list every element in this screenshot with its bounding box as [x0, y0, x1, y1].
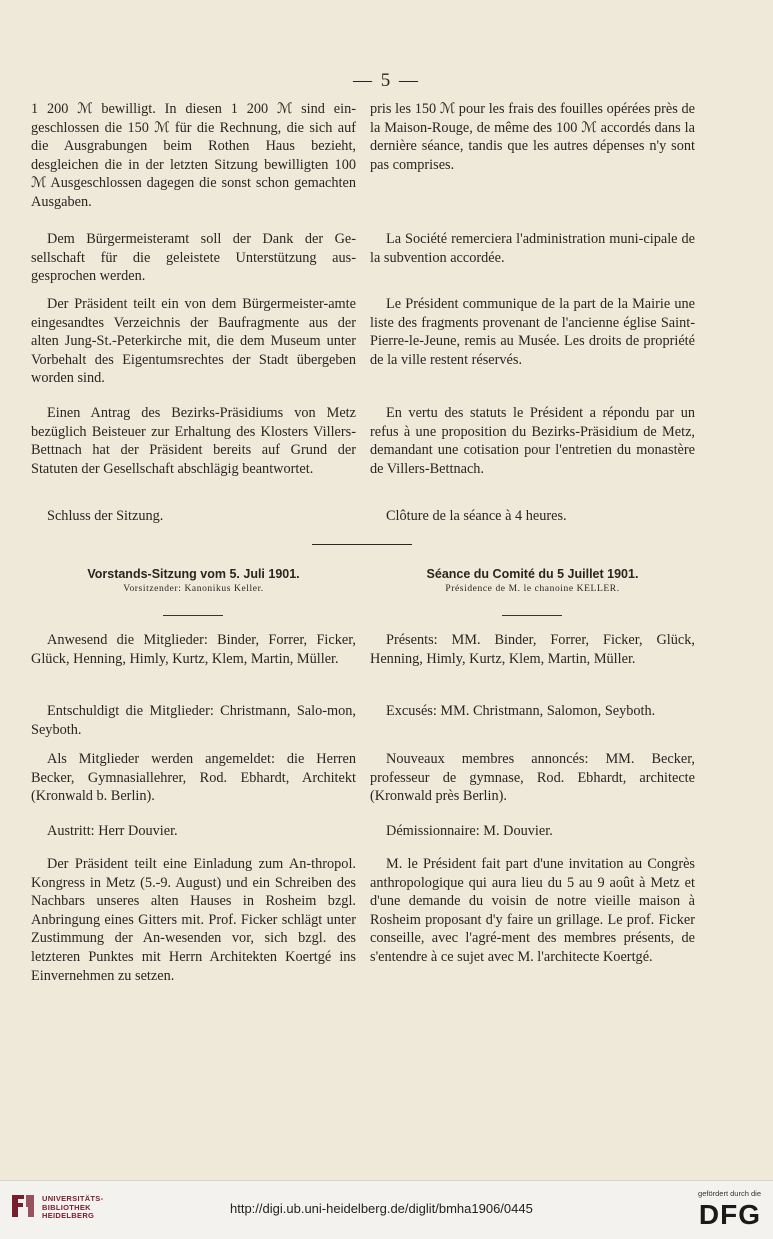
de-paragraph-6: Anwesend die Mitglieder: Binder, Forrer, Ficker, Glück, Henning, Himly, Kurtz, Klem, Martin, Müller.: [31, 632, 356, 667]
library-name: UNIVERSITÄTS- BIBLIOTHEK HEIDELBERG: [42, 1194, 104, 1220]
fr-divider: [502, 615, 562, 616]
funded-by-text: gefördert durch die: [698, 1189, 761, 1198]
fr-paragraph-1: pris les 150 ℳ pour les frais des fouilles opérées près de la Maison-Rouge, de même des 100 ℳ accordés dans la dernière séance, tandis que les autres dépenses n'y sont pas comprises.: [370, 101, 695, 173]
university-library-logo-icon: [10, 1191, 36, 1221]
fr-paragraph-7: Excusés: MM. Christmann, Salomon, Seyboth.: [386, 703, 656, 719]
fr-paragraph-8: Nouveaux membres annoncés: MM. Becker, professeur de gymnase, Rod. Ebhardt, architecte (Kronwald près Berlin).: [370, 751, 695, 805]
fr-paragraph-10: M. le Président fait part d'une invitation au Congrès anthropologique qui aura lieu du 5 au 9 août à Metz et d'une demande du voisin de notre vieille maison à Rosheim proposant d'y faire un grillage. Le prof. Ficker conseille, avec l'agré-ment des membres présents, de s'entendre à ce sujet avec M. l'architecte Koertgé.: [370, 856, 695, 965]
de-section-heading: Vorstands-Sitzung vom 5. Juli 1901.: [87, 567, 300, 581]
fr-section-heading: Séance du Comité du 5 Juillet 1901.: [426, 567, 639, 581]
de-paragraph-3: Der Präsident teilt ein von dem Bürgermeister-amte eingesandtes Verzeichnis der Baufragmente aus der alten Jung-St.-Peterkirche mit, die dem Museum unter Vorbehalt des Eigentumsrechtes der Stadt übergeben worden sind.: [31, 296, 356, 387]
de-paragraph-1: 1 200 ℳ bewilligt. In diesen 1 200 ℳ sind ein-geschlossen die 150 ℳ für die Rechnung, die sich auf die Ausgrabungen beim Rothen Haus bezieht, desgleichen die in der letzten Sitzung bewilligten 100 ℳ Ausgeschlossen dagegen die sonst schon gemachten Ausgaben.: [31, 101, 356, 210]
de-paragraph-5: Schluss der Sitzung.: [47, 508, 164, 524]
fr-paragraph-5: Clôture de la séance à 4 heures.: [386, 508, 567, 524]
fr-chair-line: Présidence de M. le chanoine KELLER.: [445, 584, 620, 594]
permalink-url[interactable]: http://digi.ub.uni-heidelberg.de/diglit/bmha1906/0445: [230, 1201, 533, 1216]
de-paragraph-8: Als Mitglieder werden angemeldet: die Herren Becker, Gymnasiallehrer, Rod. Ebhardt, Architekt (Kronwald b. Berlin).: [31, 751, 356, 805]
fr-paragraph-3: Le Président communique de la part de la Mairie une liste des fragments provenant de l'ancienne église Saint-Pierre-le-Jeune, remis au Musée. Les droits de propriété de la ville restent réservés.: [370, 296, 695, 368]
page-number: — 5 —: [353, 70, 420, 91]
fr-paragraph-2: La Société remerciera l'administration muni-cipale de la subvention accordée.: [370, 231, 695, 266]
fr-paragraph-6: Présents: MM. Binder, Forrer, Ficker, Glück, Henning, Himly, Kurtz, Klem, Martin, Müller.: [370, 632, 695, 667]
section-divider: [312, 544, 412, 545]
de-paragraph-2: Dem Bürgermeisteramt soll der Dank der Ge-sellschaft für die geleistete Unterstützung aus-gesprochen werden.: [31, 231, 356, 285]
dfg-logo: DFG: [698, 1199, 761, 1230]
de-paragraph-7: Entschuldigt die Mitglieder: Christmann, Salo-mon, Seyboth.: [31, 703, 356, 738]
de-paragraph-4: Einen Antrag des Bezirks-Präsidiums von Metz bezüglich Beisteuer zur Erhaltung des Klosters Villers-Bettnach hat der Präsident bereits auf Grund der Statuten der Gesellschaft abschlägig beantwortet.: [31, 405, 356, 477]
de-paragraph-10: Der Präsident teilt eine Einladung zum An-thropol. Kongress in Metz (5.-9. August) und ein Schreiben des Nachbars unseres alten Hauses in Rosheim bzgl. Anbringung eines Gitters mit. Prof. Ficker schlägt unter Zustimmung der An-wesenden vor, sich bzgl. des letzteren Punktes mit Herrn Architekten Koertgé ins Einvernehmen zu setzen.: [31, 856, 356, 984]
de-chair-line: Vorsitzender: Kanonikus Keller.: [123, 584, 264, 594]
fr-paragraph-4: En vertu des statuts le Président a répondu par un refus à une proposition du Bezirks-Präsidium de Metz, demandant une cotisation pour l'entretien du monastère de Villers-Bettnach.: [370, 405, 695, 477]
de-paragraph-9: Austritt: Herr Douvier.: [47, 823, 178, 839]
fr-paragraph-9: Démissionnaire: M. Douvier.: [386, 823, 553, 839]
de-divider: [163, 615, 223, 616]
viewer-footer: [0, 1180, 773, 1239]
